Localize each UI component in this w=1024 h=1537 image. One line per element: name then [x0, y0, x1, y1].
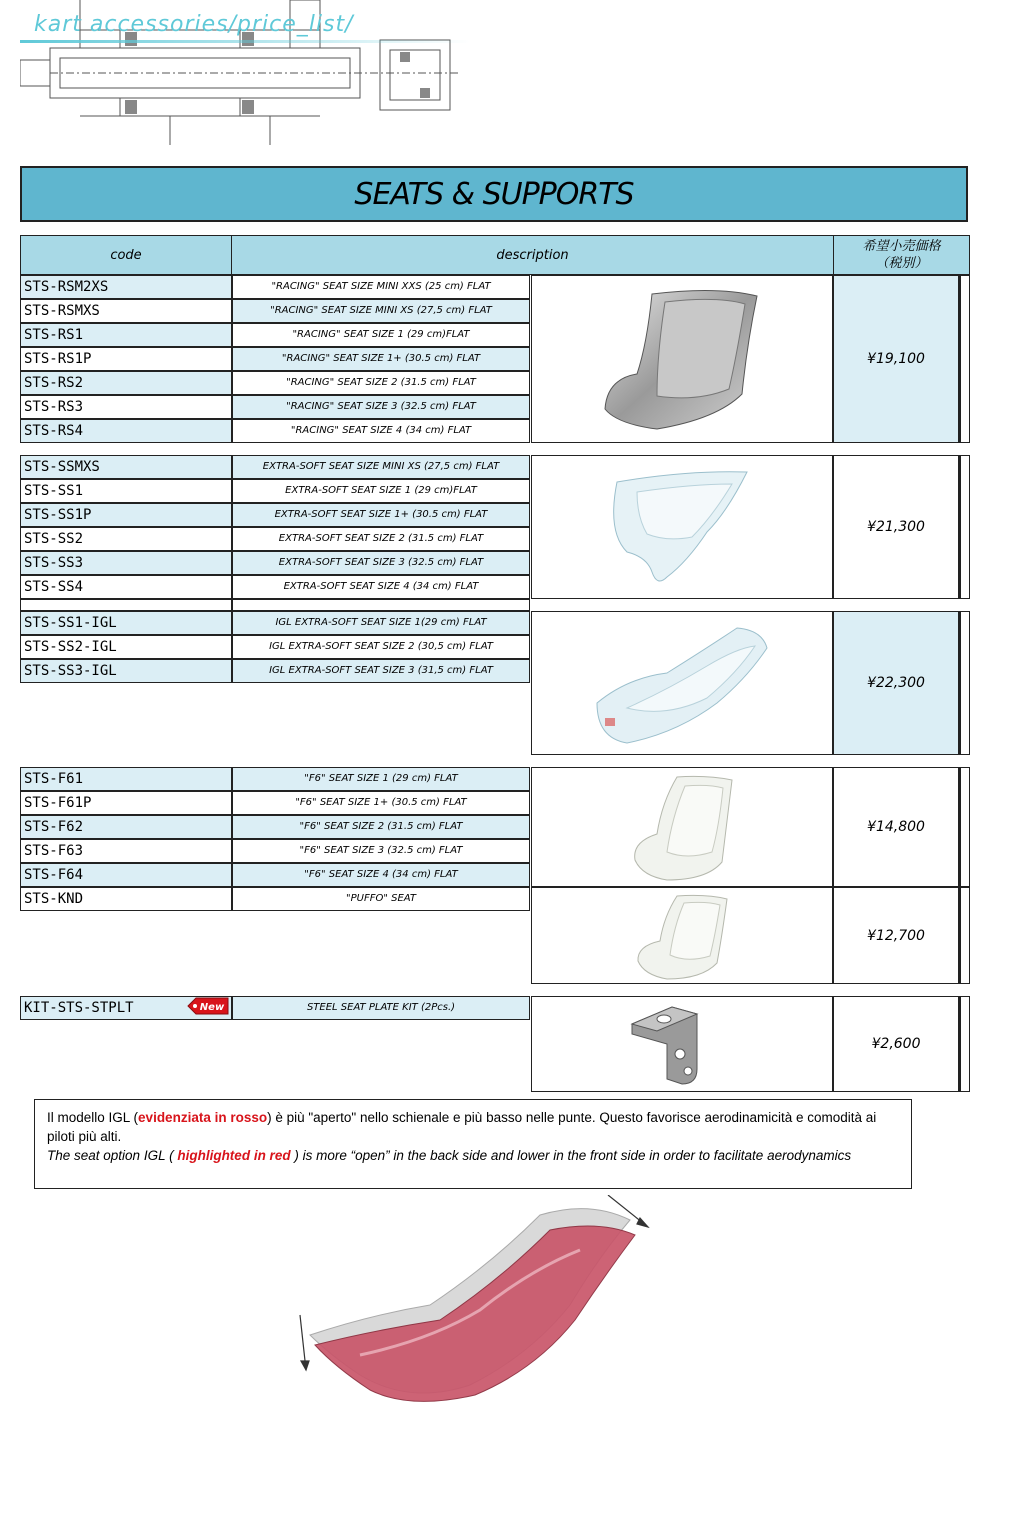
table-row-code: STS-F61 — [20, 767, 232, 791]
spacer-row — [232, 599, 530, 611]
table-row-code: STS-KND — [20, 887, 232, 911]
table-row-description: IGL EXTRA-SOFT SEAT SIZE 3 (31,5 cm) FLAT — [232, 659, 530, 683]
spacer-row — [20, 599, 232, 611]
table-row-code: STS-RSMXS — [20, 299, 232, 323]
row-edge — [959, 275, 970, 443]
puffo-seat-image — [531, 887, 833, 984]
table-row-description: "RACING" SEAT SIZE 1 (29 cm)FLAT — [232, 323, 530, 347]
price-cell: ¥21,300 — [833, 455, 959, 599]
price-header-line2: （税別） — [875, 256, 928, 271]
table-row-code: STS-RSM2XS — [20, 275, 232, 299]
table-row-description: "F6" SEAT SIZE 4 (34 cm) FLAT — [232, 863, 530, 887]
igl-seat-image — [531, 611, 833, 755]
table-row-code: KIT-STS-STPLT — [20, 996, 232, 1020]
table-row-code: STS-RS2 — [20, 371, 232, 395]
table-row-code: STS-RS4 — [20, 419, 232, 443]
table-row-description: EXTRA-SOFT SEAT SIZE 1+ (30.5 cm) FLAT — [232, 503, 530, 527]
note-text: The seat option IGL ( — [47, 1148, 178, 1163]
table-row-code: STS-SS1-IGL — [20, 611, 232, 635]
table-row-code: STS-RS3 — [20, 395, 232, 419]
column-header-price — [833, 235, 970, 275]
extra-soft-seat-icon — [597, 462, 767, 592]
price-cell: ¥12,700 — [833, 887, 959, 984]
row-edge — [959, 996, 970, 1092]
header-rule — [20, 40, 470, 43]
column-header-code: code — [20, 235, 232, 275]
table-row-description: "RACING" SEAT SIZE MINI XXS (25 cm) FLAT — [232, 275, 530, 299]
new-badge-label: New — [199, 1002, 225, 1013]
table-row-description: "F6" SEAT SIZE 1+ (30.5 cm) FLAT — [232, 791, 530, 815]
table-row-code: STS-F63 — [20, 839, 232, 863]
table-row-description: "PUFFO" SEAT — [232, 887, 530, 911]
steel-plate-icon — [622, 999, 742, 1089]
extra-soft-seat-image — [531, 455, 833, 599]
steel-plate-image — [531, 996, 833, 1092]
table-row-description: "F6" SEAT SIZE 3 (32.5 cm) FLAT — [232, 839, 530, 863]
column-header-description: description — [231, 235, 834, 275]
note-text: ) is more “open” in the back side and lower in the front side in order to facilitate aerodynamics — [290, 1148, 852, 1163]
price-cell: ¥2,600 — [833, 996, 959, 1092]
table-row-code: STS-SS3-IGL — [20, 659, 232, 683]
row-edge — [959, 887, 970, 984]
note-highlight: highlighted in red — [177, 1148, 291, 1163]
table-row-description: IGL EXTRA-SOFT SEAT SIZE 2 (30,5 cm) FLAT — [232, 635, 530, 659]
table-row-description: "RACING" SEAT SIZE 1+ (30.5 cm) FLAT — [232, 347, 530, 371]
note-english — [47, 1146, 899, 1165]
row-edge — [959, 455, 970, 599]
table-row-code: STS-SS2-IGL — [20, 635, 232, 659]
note-highlight: evidenziata in rosso — [138, 1110, 268, 1125]
f6-seat-image — [531, 767, 833, 887]
note-text: Il modello IGL ( — [47, 1110, 139, 1125]
note-text: ) è più "aperto" nello schienale e più basso nelle punte. Questo favorisce aerodinamicità e comodità ai piloti più alti. — [47, 1110, 877, 1144]
page-title: SEATS & SUPPORTS — [354, 176, 634, 212]
breadcrumb: kart accessories/price_list/ — [34, 12, 354, 37]
section-banner — [20, 166, 968, 222]
table-row-code: STS-SSMXS — [20, 455, 232, 479]
table-row-code: STS-SS2 — [20, 527, 232, 551]
table-row-description: "F6" SEAT SIZE 1 (29 cm) FLAT — [232, 767, 530, 791]
f6-seat-icon — [627, 772, 737, 882]
igl-comparison-illustration — [290, 1195, 670, 1415]
table-row-code: STS-SS1 — [20, 479, 232, 503]
price-cell: ¥19,100 — [833, 275, 959, 443]
note-italian — [47, 1108, 899, 1146]
table-row-description: EXTRA-SOFT SEAT SIZE 2 (31.5 cm) FLAT — [232, 527, 530, 551]
price-cell: ¥14,800 — [833, 767, 959, 887]
table-row-description: STEEL SEAT PLATE KIT (2Pcs.) — [232, 996, 530, 1020]
table-row-description: "RACING" SEAT SIZE 2 (31.5 cm) FLAT — [232, 371, 530, 395]
table-row-code: STS-F62 — [20, 815, 232, 839]
table-row-description: "RACING" SEAT SIZE 3 (32.5 cm) FLAT — [232, 395, 530, 419]
new-badge-icon — [186, 995, 230, 1017]
row-edge — [959, 767, 970, 887]
table-row-description: "RACING" SEAT SIZE MINI XS (27,5 cm) FLAT — [232, 299, 530, 323]
table-row-description: EXTRA-SOFT SEAT SIZE MINI XS (27,5 cm) FLAT — [232, 455, 530, 479]
table-row-code: STS-RS1 — [20, 323, 232, 347]
table-row-description: IGL EXTRA-SOFT SEAT SIZE 1(29 cm) FLAT — [232, 611, 530, 635]
table-row-description: EXTRA-SOFT SEAT SIZE 4 (34 cm) FLAT — [232, 575, 530, 599]
igl-seat-icon — [587, 618, 777, 748]
table-row-description: "RACING" SEAT SIZE 4 (34 cm) FLAT — [232, 419, 530, 443]
price-header-line1: 希望小売価格 — [862, 239, 941, 254]
price-cell: ¥22,300 — [833, 611, 959, 755]
igl-note — [34, 1099, 912, 1189]
table-row-code: STS-F61P — [20, 791, 232, 815]
table-row-code: STS-RS1P — [20, 347, 232, 371]
table-row-code: STS-SS1P — [20, 503, 232, 527]
table-row-description: EXTRA-SOFT SEAT SIZE 3 (32.5 cm) FLAT — [232, 551, 530, 575]
row-edge — [959, 611, 970, 755]
table-row-code: STS-F64 — [20, 863, 232, 887]
puffo-seat-icon — [632, 891, 732, 981]
racing-seat-icon — [597, 284, 767, 434]
table-row-code: STS-SS3 — [20, 551, 232, 575]
table-row-description: EXTRA-SOFT SEAT SIZE 1 (29 cm)FLAT — [232, 479, 530, 503]
table-row-code: STS-SS4 — [20, 575, 232, 599]
table-row-description: "F6" SEAT SIZE 2 (31.5 cm) FLAT — [232, 815, 530, 839]
racing-seat-image — [531, 275, 833, 443]
